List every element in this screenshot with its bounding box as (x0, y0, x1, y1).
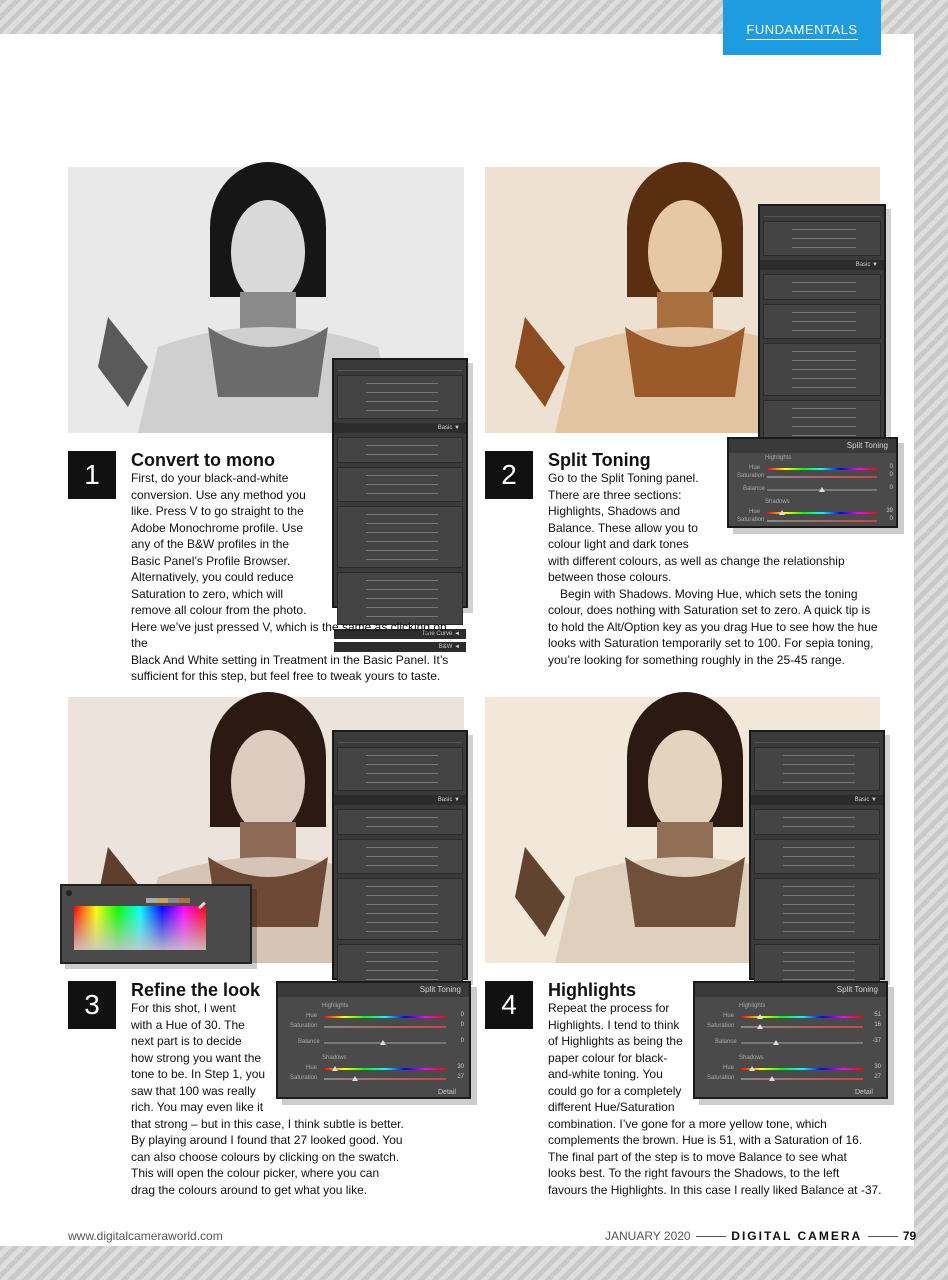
footer-info (605, 1229, 916, 1243)
color-picker-popup[interactable] (60, 884, 252, 964)
step3-number: 3 (68, 981, 116, 1029)
step4-number: 4 (485, 981, 533, 1029)
step4-develop-panel: Basic ▼ (749, 730, 885, 980)
step2-split-toning-panel: Split Toning Highlights Hue 0 Saturation 0 Balance 0 Shadows Hue 39 Saturation 0 (727, 437, 898, 528)
footer-date: JANUARY 2020 (605, 1229, 691, 1243)
page-number: 79 (902, 1229, 917, 1243)
step2-title: Split Toning (548, 450, 651, 470)
step1-number: 1 (68, 451, 116, 499)
step3-body: For this shot, I went with a Hue of 30. The next part is to decide how strong you want the tone to be. In Step 1, you saw that 100 was really rich. You may even like it that strong – but in this case, I think subtle is better. By playing around I found that 27 looked good. You can also choose colours by clicking on the swatch. This will open the colour picker, where you can drag the colours around to get what you like. (131, 1001, 404, 1197)
close-icon[interactable] (66, 890, 72, 896)
footer-url: www.digitalcameraworld.com (68, 1229, 223, 1243)
step1-body: First, do your black-and-white conversion. Use any method you like. Press V to go straight to the Adobe Monochrome profile. Use any of the B&W profiles in the Basic Panel’s Profile Browser. Alternatively, you could reduce Saturation to zero, which will remove all colour from the photo. Here we’ve just pressed V, which is the same as clicking on the Black And White setting in Treatment in the Basic Panel. It’s sufficient for this step, but feel free to tweak yours to taste. (131, 471, 449, 683)
step3-title: Refine the look (131, 980, 261, 1000)
step3-split-toning-panel: Split Toning Highlights Hue 0 Saturation 0 Balance 0 Shadows Hue 30 Saturation 27 Detail (276, 981, 471, 1099)
step2-number: 2 (485, 451, 533, 499)
section-tag: FUNDAMENTALS (723, 0, 881, 55)
step2-develop-panel: Basic ▼ (758, 204, 886, 444)
step4-body: Repeat the process for Highlights. I tend to think of Highlights as being the paper colour for black- and-white toning. You could go for a completely different Hue/Saturation combination. I’ve gone for a more yellow tone, which complements the brown. Hue is 51, with a Saturation of 16. The final part of the step is to move Balance to see what looks best. To the right favours the Shadows, to the left favours the Highlights. In this case I really liked Balance at -37. (548, 1001, 882, 1197)
footer-magazine: DIGITAL CAMERA (731, 1229, 863, 1243)
step3-develop-panel: Basic ▼ (332, 730, 468, 980)
step1-develop-panel: Basic ▼ Tone Curve ◄ B&W ◄ (332, 358, 468, 608)
step2-body: Go to the Split Toning panel. There are three sections: Highlights, Shadows and Balance. These allow you to colour light and dark tones with different colours, as well as change the relationship between those colours. Begin with Shadows. Moving Hue, which sets the toning colour, does nothing with Saturation set to zero. A quick tip is to hold the Alt/Option key as you drag Hue to see how the hue looks with Saturation temporarily set to 100. For sepia toning, you’re looking for something roughly in the 25-45 range. (548, 471, 878, 667)
step4-split-toning-panel: Split Toning Highlights Hue 51 Saturation 16 Balance -37 Shadows Hue 30 Saturation 27 Detail (693, 981, 888, 1099)
step4-title: Highlights (548, 980, 636, 1000)
step1-title: Convert to mono (131, 450, 275, 470)
